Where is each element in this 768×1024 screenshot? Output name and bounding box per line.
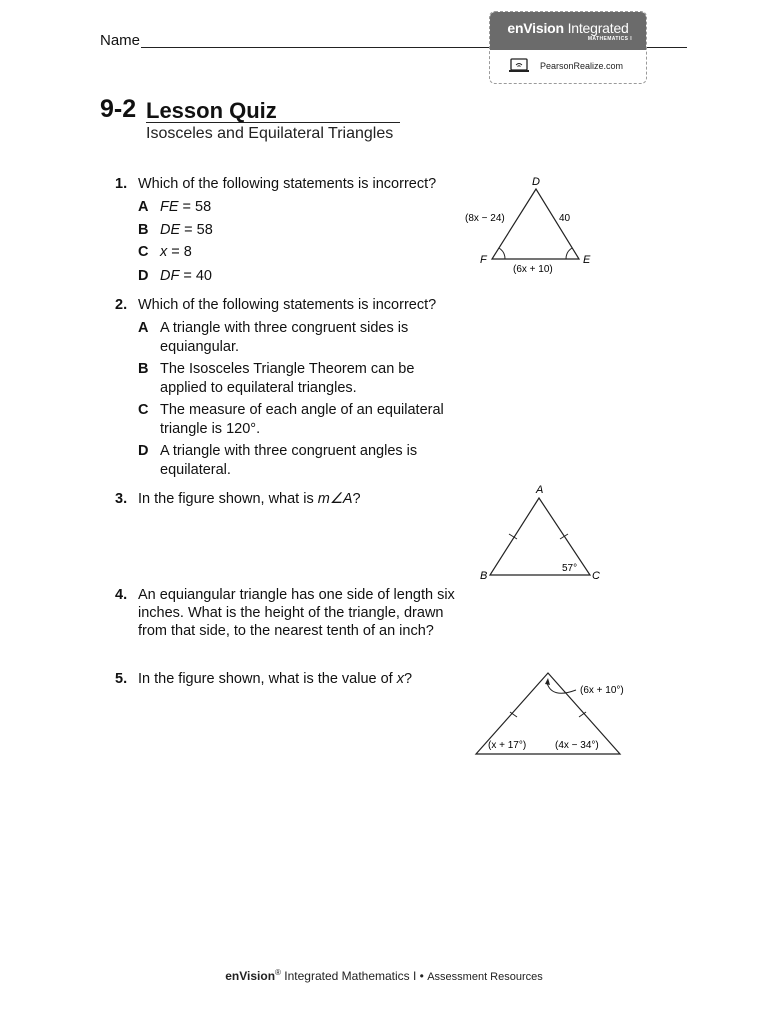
brand-banner (490, 12, 646, 50)
option-letter: D (138, 267, 149, 284)
side-df-label: (8x − 24) (465, 213, 505, 224)
option-text: The measure of each angle of an equilateral triangle is 120°. (160, 402, 444, 437)
option-letter: A (138, 199, 149, 215)
option-text: DE = 58 (160, 221, 213, 238)
triangle-def-figure (455, 170, 605, 280)
vertex-d-label: D (532, 176, 540, 188)
footer (0, 968, 768, 983)
right-angle-label: (4x − 34°) (555, 740, 599, 751)
footer-registered: ® (275, 968, 281, 977)
option-text: A triangle with three congruent angles is equilateral. (160, 443, 418, 478)
brand-site: PearsonRealize.com (540, 61, 624, 71)
option-letter: C (138, 244, 149, 260)
question-text: In the figure shown, what is the value of x? (138, 671, 413, 687)
option-text: FE = 58 (160, 199, 212, 215)
option-letter: A (138, 320, 149, 336)
question-text: Which of the following statements is incorrect? (138, 297, 437, 313)
vertex-c-label: C (592, 570, 600, 582)
lesson-title: Lesson Quiz (146, 98, 277, 123)
triangle-x-figure (468, 665, 638, 760)
triangle-abc-figure (470, 480, 610, 590)
question-number: 4. (115, 587, 128, 603)
option-letter: B (138, 361, 149, 377)
laptop-icon (508, 58, 530, 74)
lesson-subtitle: Isosceles and Equilateral Triangles (146, 125, 394, 142)
apex-angle-label: (6x + 10°) (580, 685, 624, 696)
option-letter: C (138, 402, 149, 418)
footer-resources: Assessment Resources (427, 971, 543, 983)
option-letter: B (138, 221, 149, 238)
brand-box (489, 11, 647, 84)
brand-subtitle: MATHEMATICS I (587, 36, 632, 42)
question-number: 1. (115, 176, 128, 192)
footer-brand: enVision (225, 969, 276, 983)
left-angle-label: (x + 17°) (488, 740, 527, 751)
question-text: An equiangular triangle has one side of length six inches. What is the height of the triangle, drawn from that side, to the nearest tenth of an inch? (138, 587, 455, 639)
side-de-label: 40 (559, 213, 571, 224)
option-text: x = 8 (160, 244, 192, 260)
question-number: 5. (115, 671, 128, 687)
question-text: In the figure shown, what is m∠A? (138, 491, 361, 507)
footer-bullet: • (416, 969, 428, 983)
vertex-a-label: A (536, 484, 544, 496)
question-number: 2. (115, 297, 128, 313)
option-letter: D (138, 443, 149, 459)
option-text: The Isosceles Triangle Theorem can be applied to equilateral triangles. (160, 361, 415, 396)
question-text: Which of the following statements is incorrect? (138, 176, 437, 192)
angle-c-label: 57° (562, 563, 578, 574)
question-number: 3. (115, 491, 128, 507)
vertex-b-label: B (480, 570, 488, 582)
side-fe-label: (6x + 10) (513, 264, 553, 275)
footer-title: Integrated Mathematics I (280, 969, 417, 983)
name-label: Name (100, 32, 141, 49)
brand-site-row (508, 58, 623, 74)
brand-logo: enVision Integrated (507, 20, 629, 36)
lesson-number: 9-2 (100, 95, 137, 123)
vertex-e-label: E (583, 254, 591, 266)
title-rule (146, 122, 400, 123)
option-text: A triangle with three congruent sides is equiangular. (160, 320, 409, 355)
option-text: DF = 40 (160, 267, 212, 284)
vertex-f-label: F (480, 254, 487, 266)
